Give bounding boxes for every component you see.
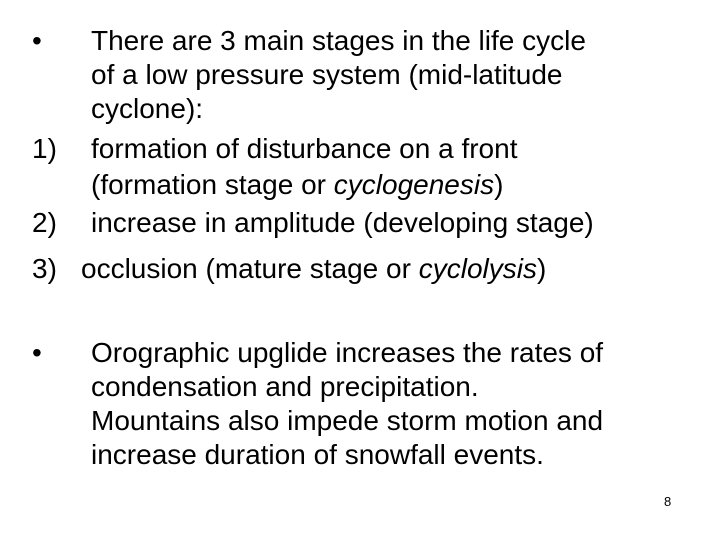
bullet-line: of a low pressure system (mid-latitude <box>91 59 563 90</box>
bullet-line: Orographic upglide increases the rates of <box>91 337 604 368</box>
stage-text: formation of disturbance on a front <box>91 133 518 164</box>
stage-cont-before: (formation stage or <box>91 169 334 200</box>
stage-number: 1) <box>32 133 57 164</box>
stage-continuation <box>91 168 503 202</box>
stage-number: 3) <box>32 253 57 284</box>
stage-text-before: occlusion (mature stage or <box>81 253 419 284</box>
bullet-marker: • <box>32 337 42 368</box>
stage-text-after: ) <box>536 253 547 284</box>
bullet-marker: • <box>32 25 42 56</box>
bullet-line: condensation and precipitation. <box>91 371 479 402</box>
stage-number: 2) <box>32 207 57 238</box>
stage-term-italic: cyclolysis <box>418 253 537 284</box>
bullet-line: There are 3 main stages in the life cycle <box>91 25 586 56</box>
stage-text <box>81 252 546 286</box>
stage-text: increase in amplitude (developing stage) <box>91 207 594 238</box>
bullet-line: Mountains also impede storm motion and <box>91 405 604 436</box>
bullet-line: increase duration of snowfall events. <box>91 439 544 470</box>
page-number: 8 <box>664 494 672 509</box>
stage-term-italic: cyclogenesis <box>333 169 495 200</box>
stage-cont-after: ) <box>494 169 504 200</box>
bullet-line: cyclone): <box>91 93 204 124</box>
